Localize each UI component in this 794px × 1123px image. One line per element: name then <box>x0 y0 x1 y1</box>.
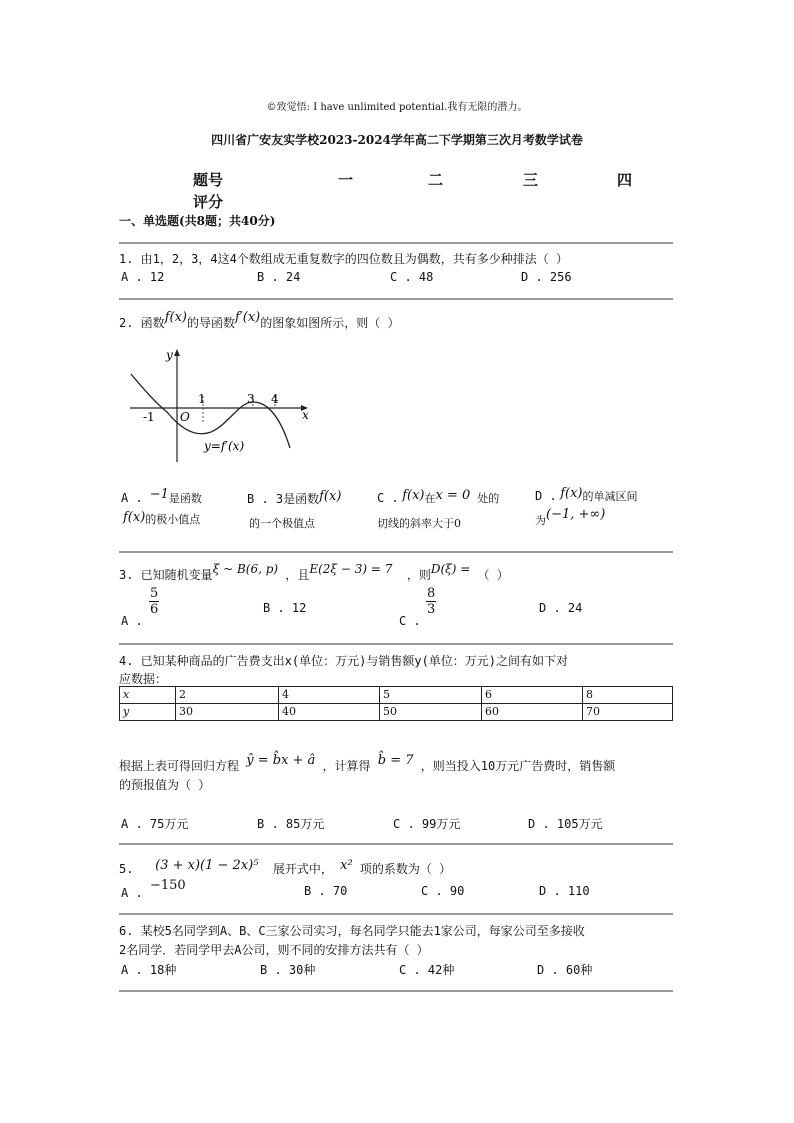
watermark-note: ©致觉悟: I have unlimited potential.我有无限的潜力。 <box>266 102 528 113</box>
question-2-text: 2. 函数f(x)的导函数f′(x)的图象如图所示，则（ ） <box>119 310 400 330</box>
score-col-3: 三 <box>523 171 539 189</box>
table-row <box>120 704 673 721</box>
q6-option-d: D . 60种 <box>537 963 593 977</box>
origin-label: O <box>180 410 190 424</box>
derivative-graph <box>125 346 320 464</box>
table-cell: 60 <box>482 704 583 721</box>
table-cell: 30 <box>176 704 279 721</box>
table-cell: 8 <box>583 687 673 704</box>
q3-option-a-label: A . <box>121 614 143 628</box>
q6-option-b: B . 30种 <box>260 963 316 977</box>
q1-option-c: C . 48 <box>390 270 434 284</box>
question-5-text: 5. (3 + x)(1 − 2x)⁵ 展开式中， x² 项的系数为（ ） <box>119 858 452 876</box>
divider <box>119 551 673 553</box>
q1-option-a: A . 12 <box>121 270 165 284</box>
q4-option-c: C . 99万元 <box>393 817 461 831</box>
q2-option-b-line2: 的一个极值点 <box>249 517 315 530</box>
q3-option-b: B . 12 <box>263 601 307 615</box>
table-cell: y <box>120 704 176 721</box>
q3-option-a-fraction: $\frac{5}{6}$ <box>150 586 159 617</box>
question-6-line1: 6. 某校5名同学到A、B、C三家公司实习，每名同学只能去1家公司，每家公司至多接收 <box>119 924 585 938</box>
table-cell: x <box>120 687 176 704</box>
q5-option-d: D . 110 <box>539 884 590 898</box>
table-cell: 2 <box>176 687 279 704</box>
divider <box>119 643 673 645</box>
table-cell: 6 <box>482 687 583 704</box>
tick-1: 1 <box>198 392 206 406</box>
table-cell: 4 <box>279 687 380 704</box>
q5-option-a: −150 <box>150 878 186 893</box>
question-6-line2: 2名同学．若同学甲去A公司，则不同的安排方法共有（ ） <box>119 943 429 957</box>
table-cell: 40 <box>279 704 380 721</box>
q5-option-c: C . 90 <box>421 884 465 898</box>
q2-option-c: C . f(x)在x = 0 处的 <box>377 488 500 505</box>
question-4-line1: 4. 已知某种商品的广告费支出x(单位：万元)与销售额y(单位：万元)之间有如下对 <box>119 654 569 668</box>
question-4-regression: 根据上表可得回归方程 ŷ = b̂x + â ，计算得 b̂ = 7 ，则当投入10万元广告费时，销售额 <box>119 753 616 773</box>
section-heading: 一、单选题(共8题；共40分) <box>119 214 276 228</box>
q5-option-a-label: A . <box>121 886 143 900</box>
table-row <box>120 687 673 704</box>
tick-4: 4 <box>271 392 279 406</box>
q2-option-c-line2: 切线的斜率大于0 <box>377 517 461 530</box>
q2-option-d: D . f(x)的单减区间 <box>535 486 638 503</box>
q3-option-d: D . 24 <box>539 601 583 615</box>
divider <box>119 242 673 244</box>
data-table <box>119 686 673 721</box>
q2-option-b: B . 3是函数f(x) <box>247 489 342 506</box>
table-cell: 5 <box>380 687 482 704</box>
q2-option-a: A . −1是函数 <box>121 487 202 505</box>
score-row2-label: 评分 <box>193 193 224 211</box>
exam-title: 四川省广安友实学校2023-2024学年高二下学期第三次月考数学试卷 <box>211 133 583 147</box>
divider <box>119 990 673 992</box>
table-cell: 50 <box>380 704 482 721</box>
q4-option-d: D . 105万元 <box>528 817 603 831</box>
q1-option-b: B . 24 <box>257 270 301 284</box>
q6-option-a: A . 18种 <box>121 963 177 977</box>
score-col-1: 一 <box>338 171 354 189</box>
table-cell: 70 <box>583 704 673 721</box>
axis-x-label: x <box>302 408 309 422</box>
q2-option-d-line2: 为(−1, +∞) <box>535 507 606 527</box>
score-col-2: 二 <box>428 171 444 189</box>
curve-label: y=f′(x) <box>204 439 245 453</box>
tick-3: 3 <box>247 392 255 406</box>
score-row-label: 题号 <box>193 171 224 189</box>
q4-option-a: A . 75万元 <box>121 817 189 831</box>
q1-option-d: D . 256 <box>521 270 572 284</box>
score-col-4: 四 <box>617 171 633 189</box>
q3-option-c-fraction: $\frac{8}{3}$ <box>427 586 436 617</box>
question-1-text: 1. 由1，2，3，4这4个数组成无重复数字的四位数且为偶数，共有多少种排法（ ） <box>119 252 569 266</box>
question-3-text: 3. 已知随机变量ξ ~ B(6, p) ，且E(2ξ − 3) = 7 ，则D(ξ) = （ ） <box>119 562 509 582</box>
divider <box>119 843 673 845</box>
q2-option-a-line2: f(x)的极小值点 <box>123 510 201 526</box>
q5-option-b: B . 70 <box>304 884 348 898</box>
q4-option-b: B . 85万元 <box>257 817 325 831</box>
q6-option-c: C . 42种 <box>399 963 455 977</box>
question-4-line4: 的预报值为（ ） <box>119 778 211 792</box>
divider <box>119 913 673 915</box>
axis-y-label: y <box>166 348 173 362</box>
question-4-line2: 应数据： <box>119 672 168 686</box>
tick-neg1: -1 <box>143 410 155 424</box>
q3-option-c-label: C . <box>399 614 421 628</box>
divider <box>119 298 673 300</box>
